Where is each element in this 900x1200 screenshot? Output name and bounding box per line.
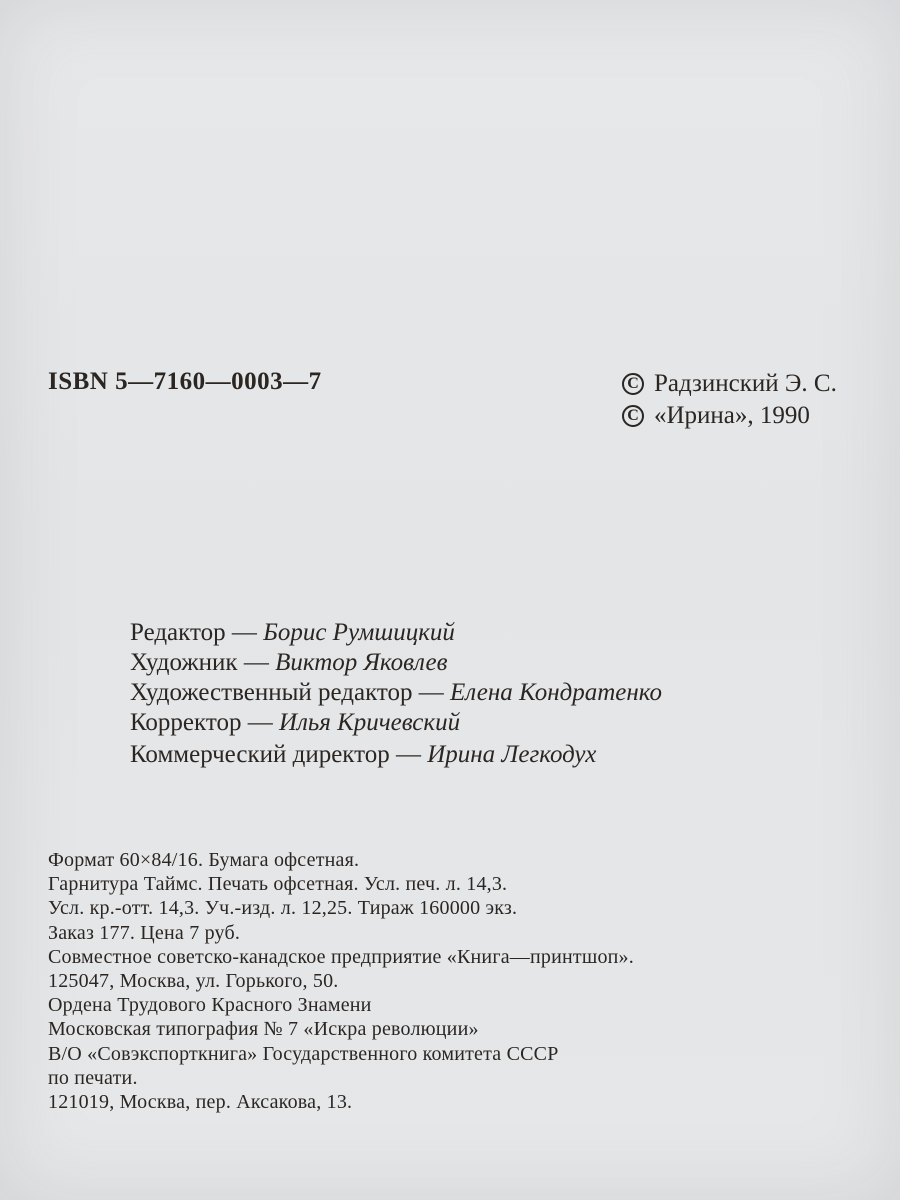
copyright-icon: C	[622, 373, 644, 395]
staff-role: Корректор	[130, 709, 242, 736]
copyright-line	[622, 400, 837, 432]
staff-dash: —	[412, 679, 450, 706]
imprint-line: В/О «Совэкспорткнига» Государственного комитета СССР	[48, 1042, 559, 1065]
imprint-line: Усл. кр.-отт. 14,3. Уч.-изд. л. 12,25. Тираж 160000 экз.	[48, 897, 518, 920]
staff-row-commercial-director	[130, 740, 662, 770]
staff-role: Художник	[130, 649, 238, 676]
imprint-line: Формат 60×84/16. Бумага офсетная.	[48, 849, 360, 871]
staff-role: Художественный редактор	[130, 679, 413, 706]
copyright-icon: C	[622, 405, 644, 427]
staff-person: Борис Румшицкий	[263, 619, 455, 646]
staff-person: Виктор Яковлев	[275, 649, 448, 676]
staff-row-editor	[130, 618, 662, 648]
staff-dash: —	[389, 741, 428, 768]
staff-dash: —	[237, 649, 276, 676]
staff-person: Ирина Легкодух	[427, 741, 597, 768]
imprint-line: Заказ 177. Цена 7 руб.	[48, 921, 241, 944]
staff-row-art-editor	[130, 678, 662, 708]
imprint-line: 121019, Москва, пер. Аксакова, 13.	[48, 1090, 353, 1113]
imprint-line: Ордена Трудового Красного Знамени	[48, 994, 372, 1017]
staff-credits	[130, 618, 662, 770]
staff-person: Елена Кондратенко	[450, 679, 663, 706]
staff-role: Редактор	[130, 619, 226, 646]
staff-dash: —	[225, 619, 264, 646]
imprint-line: по печати.	[48, 1066, 138, 1089]
staff-role: Коммерческий директор	[130, 741, 390, 768]
publication-imprint	[48, 848, 634, 1114]
isbn-number: ISBN 5—7160—0003—7	[48, 368, 322, 395]
imprint-line: Московская типография № 7 «Искра революции»	[48, 1018, 479, 1041]
copyright-holder: «Ирина», 1990	[654, 402, 810, 429]
imprint-line: Гарнитура Таймс. Печать офсетная. Усл. печ. л. 14,3.	[48, 873, 508, 896]
staff-dash: —	[241, 709, 279, 736]
staff-row-proofreader	[130, 708, 662, 738]
imprint-line: 125047, Москва, ул. Горького, 50.	[48, 969, 339, 992]
staff-row-artist	[130, 648, 662, 678]
copyright-line	[622, 368, 837, 400]
copyright-holder: Радзинский Э. С.	[654, 370, 837, 397]
imprint-line: Совместное советско-канадское предприятие «Книга—принтшоп».	[48, 945, 634, 968]
copyright-block	[622, 368, 837, 432]
staff-person: Илья Кричевский	[278, 709, 461, 736]
